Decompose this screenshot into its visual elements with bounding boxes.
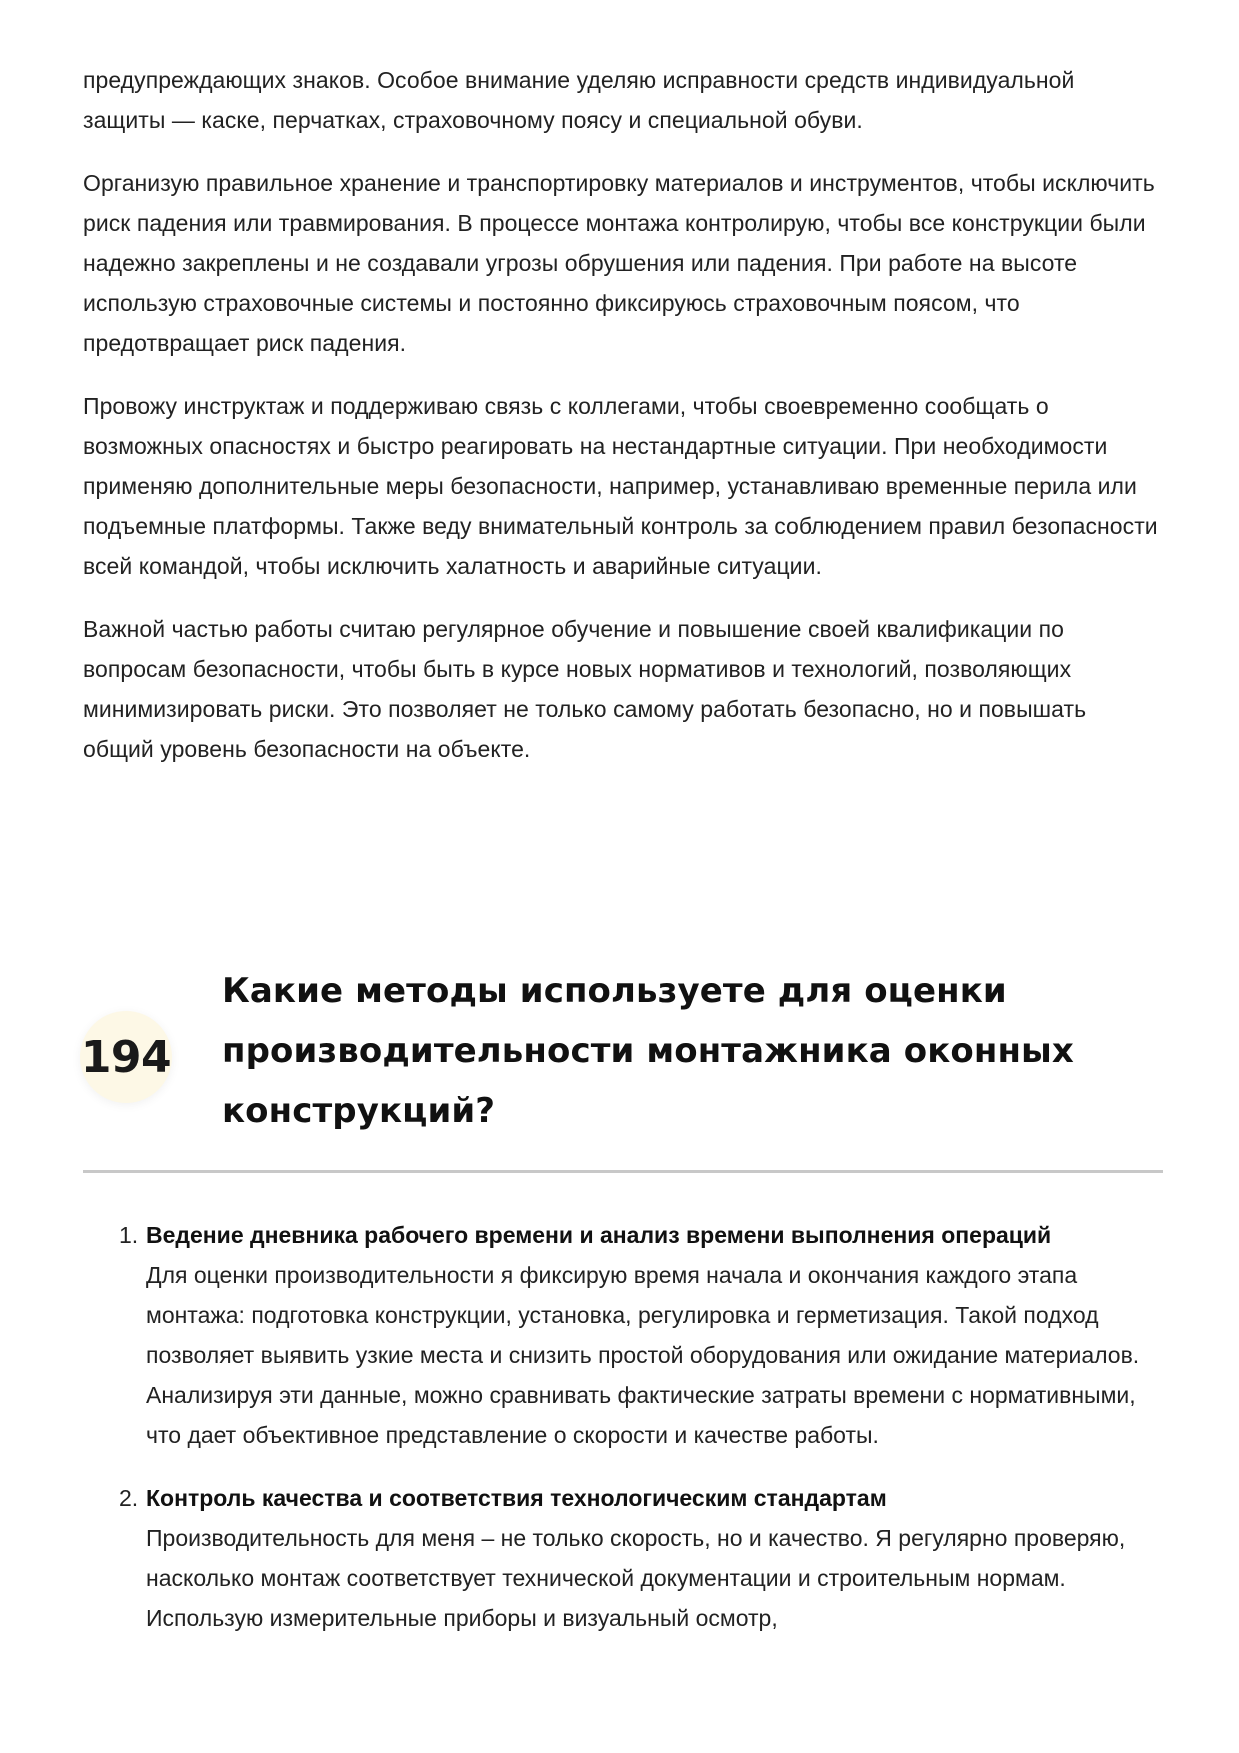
answer-list: [83, 1215, 1163, 1638]
answer-item: [83, 1478, 1163, 1638]
paragraph: Провожу инструктаж и поддерживаю связь с коллегами, чтобы своевременно сообщать о возможных опасностях и быстро реагировать на нестандартные ситуации. При необходимости применяю дополнительные меры безопасности, например, устанавливаю временные перила или подъемные платформы. Также веду внимательный контроль за соблюдением правил безопасности всей командой, чтобы исключить халатность и аварийные ситуации.: [83, 393, 1158, 579]
answer-item: [83, 1215, 1163, 1455]
question-number-badge: [80, 1011, 172, 1103]
answer-heading: Контроль качества и соответствия технологическим стандартам: [146, 1485, 887, 1511]
answer-heading: Ведение дневника рабочего времени и анализ времени выполнения операций: [146, 1222, 1052, 1248]
question-title: Какие методы используете для оценки производительности монтажника оконных конструкций?: [222, 971, 1074, 1131]
paragraph: Организую правильное хранение и транспортировку материалов и инструментов, чтобы исключить риск падения или травмирования. В процессе монтажа контролирую, чтобы все конструкции были надежно закреплены и не создавали угрозы обрушения или падения. При работе на высоте использую страховочные системы и постоянно фиксируюсь страховочным поясом, что предотвращает риск падения.: [83, 170, 1155, 356]
document-page: [80, 60, 1163, 1661]
answer-text: Для оценки производительности я фиксирую время начала и окончания каждого этапа монтажа: подготовка конструкции, установка, регулировка и герметизация. Такой подход позволяет выявить узкие места и снизить простой оборудования или ожидание материалов. Анализируя эти данные, можно сравнивать фактические затраты времени с нормативными, что дает объективное представление о скорости и качестве работы.: [146, 1262, 1140, 1448]
question-header: [80, 967, 1163, 1173]
section-spacer: [83, 792, 1163, 967]
question-number: 194: [80, 1031, 172, 1083]
answer-text: Производительность для меня – не только скорость, но и качество. Я регулярно проверяю, насколько монтаж соответствует технической документации и строительным нормам. Использую измерительные приборы и визуальный осмотр,: [146, 1525, 1126, 1631]
paragraph: предупреждающих знаков. Особое внимание уделяю исправности средств индивидуальной защиты — каске, перчатках, страховочному поясу и специальной обуви.: [83, 67, 1075, 133]
list-number: 1.: [119, 1222, 139, 1248]
paragraph: Важной частью работы считаю регулярное обучение и повышение своей квалификации по вопросам безопасности, чтобы быть в курсе новых нормативов и технологий, позволяющих минимизировать риски. Это позволяет не только самому работать безопасно, но и повышать общий уровень безопасности на объекте.: [83, 616, 1087, 762]
list-number: 2.: [119, 1485, 139, 1511]
